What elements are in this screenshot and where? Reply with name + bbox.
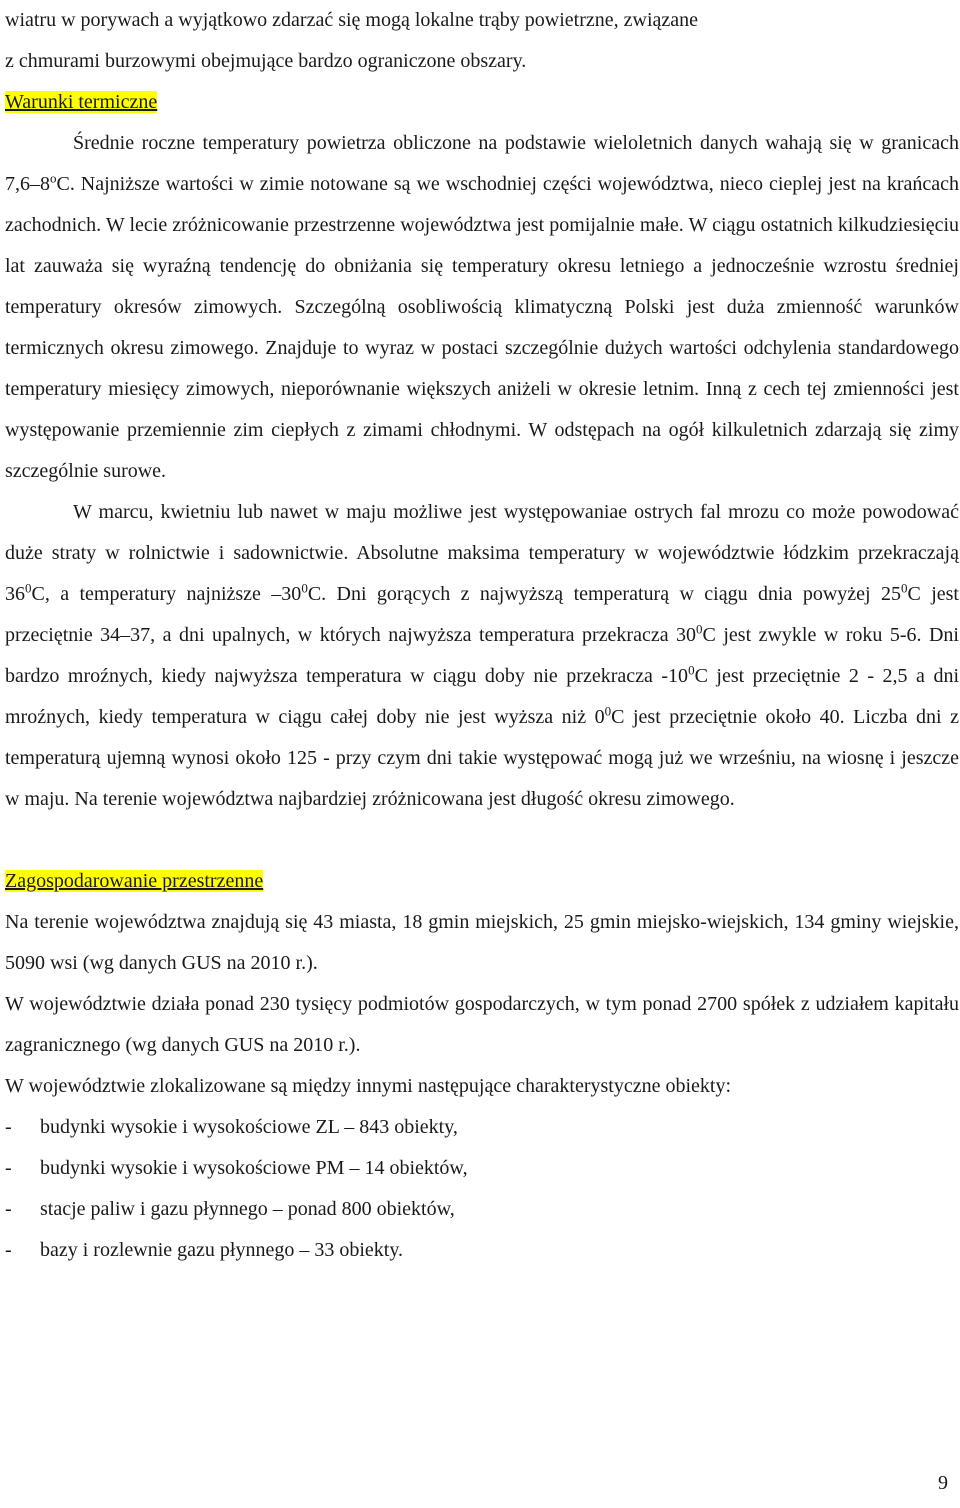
- list-item-text: bazy i rozlewnie gazu płynnego – 33 obiekty.: [40, 1239, 404, 1261]
- intro-paragraph: [5, 0, 959, 82]
- thermal-heading-line: [5, 82, 959, 123]
- degree-superscript: 0: [301, 580, 308, 596]
- degree-superscript: 0: [604, 703, 612, 719]
- list-dash: -: [5, 1239, 12, 1261]
- thermal-paragraph-2: [5, 492, 959, 820]
- section-heading-land-use: Zagospodarowanie przestrzenne: [5, 870, 264, 892]
- thermal-p2-text-g: C jest przeciętnie około 40. Liczba dni z temperaturą ujemną wynosi około 125 - przy czym dni takie występować mogą już we wrześniu, na wiosnę i jeszcze w maju. Na terenie województwa najbardziej zróżnicowana jest długość okresu zimowego.: [5, 706, 959, 810]
- degree-superscript: 0: [900, 580, 908, 596]
- thermal-p2-text-b: C, a temperatury najniższe –30: [31, 583, 302, 605]
- thermal-p2-text-e: C jest zwykle w roku 5-6. Dni bardzo mroźnych, kiedy najwyższa temperatura w ciągu doby nie przekracza -10: [5, 624, 959, 687]
- thermal-p2-text-d: C jest przeciętnie 34–37, a dni upalnych, w których najwyższa temperatura przekracza 30: [5, 583, 959, 646]
- list-item: [5, 1107, 959, 1148]
- degree-superscript: o: [50, 170, 57, 186]
- thermal-p1-text-a: Średnie roczne temperatury powietrza obliczone na podstawie wieloletnich danych wahają się w granicach 7,6–8: [5, 132, 959, 195]
- objects-list: [5, 1107, 959, 1271]
- degree-superscript: 0: [25, 580, 32, 596]
- degree-superscript: 0: [696, 621, 703, 637]
- list-dash: -: [5, 1198, 12, 1220]
- land-use-paragraph-2: W województwie działa ponad 230 tysięcy podmiotów gospodarczych, w tym ponad 2700 spółek z udziałem kapitału zagranicznego (wg danych GUS na 2010 r.).: [5, 993, 959, 1056]
- intro-line-2: z chmurami burzowymi obejmujące bardzo ograniczone obszary.: [5, 50, 527, 72]
- intro-line-1: wiatru w porywach a wyjątkowo zdarzać się mogą lokalne trąby powietrzne, związane: [5, 9, 699, 31]
- land-use-paragraph-3: W województwie zlokalizowane są między innymi następujące charakterystyczne obiekty:: [5, 1075, 732, 1097]
- section-spacer: [5, 820, 959, 861]
- thermal-p2-text-c: C. Dni gorących z najwyższą temperaturą w ciągu dnia powyżej 25: [307, 583, 901, 605]
- page-number: 9: [938, 1472, 948, 1494]
- document-page: [5, 0, 959, 1271]
- thermal-p2-text-f: C jest przeciętnie 2 - 2,5 a dni mroźnych, kiedy temperatura w ciągu całej doby nie jest wyższa niż 0: [5, 665, 959, 728]
- thermal-p2-text-a: W marcu, kwietniu lub nawet w maju możliwe jest występowaniae ostrych fal mrozu co może powodować duże straty w rolnictwie i sadownictwie. Absolutne maksima temperatury w województwie łódzkim przekraczają 36: [5, 501, 959, 605]
- list-item: [5, 1230, 959, 1271]
- list-item: [5, 1148, 959, 1189]
- list-dash: -: [5, 1116, 12, 1138]
- land-use-heading-line: [5, 861, 959, 902]
- list-dash: -: [5, 1157, 12, 1179]
- list-item-text: stacje paliw i gazu płynnego – ponad 800 obiektów,: [40, 1198, 455, 1220]
- list-item: [5, 1189, 959, 1230]
- list-item-text: budynki wysokie i wysokościowe PM – 14 obiektów,: [40, 1157, 468, 1179]
- thermal-paragraph-1: [5, 123, 959, 492]
- list-item-text: budynki wysokie i wysokościowe ZL – 843 obiekty,: [40, 1116, 458, 1138]
- degree-superscript: 0: [688, 662, 695, 678]
- section-heading-thermal: Warunki termiczne: [5, 91, 158, 113]
- land-use-paragraph-1: Na terenie województwa znajdują się 43 miasta, 18 gmin miejskich, 25 gmin miejsko-wiejskich, 134 gminy wiejskie, 5090 wsi (wg danych GUS na 2010 r.).: [5, 911, 959, 974]
- thermal-p1-text-b: C. Najniższe wartości w zimie notowane są we wschodniej części województwa, nieco cieplej jest na krańcach zachodnich. W lecie zróżnicowanie przestrzenne województwa jest pomijalnie małe. W ciągu ostatnich kilkudziesięciu lat zauważa się wyraźną tendencję do obniżania się temperatury okresu letniego a jednocześnie wzrostu średniej temperatury okresów zimowych. Szczególną osobliwością klimatyczną Polski jest duża zmienność warunków termicznych okresu zimowego. Znajduje to wyraz w postaci szczególnie dużych wartości odchylenia standardowego temperatury miesięcy zimowych, nieporównanie większych aniżeli w okresie letnim. Inną z cech tej zmienności jest występowanie przemiennie zim ciepłych z zimami chłodnymi. W odstępach na ogół kilkuletnich zdarzają się zimy szczególnie surowe.: [5, 173, 959, 482]
